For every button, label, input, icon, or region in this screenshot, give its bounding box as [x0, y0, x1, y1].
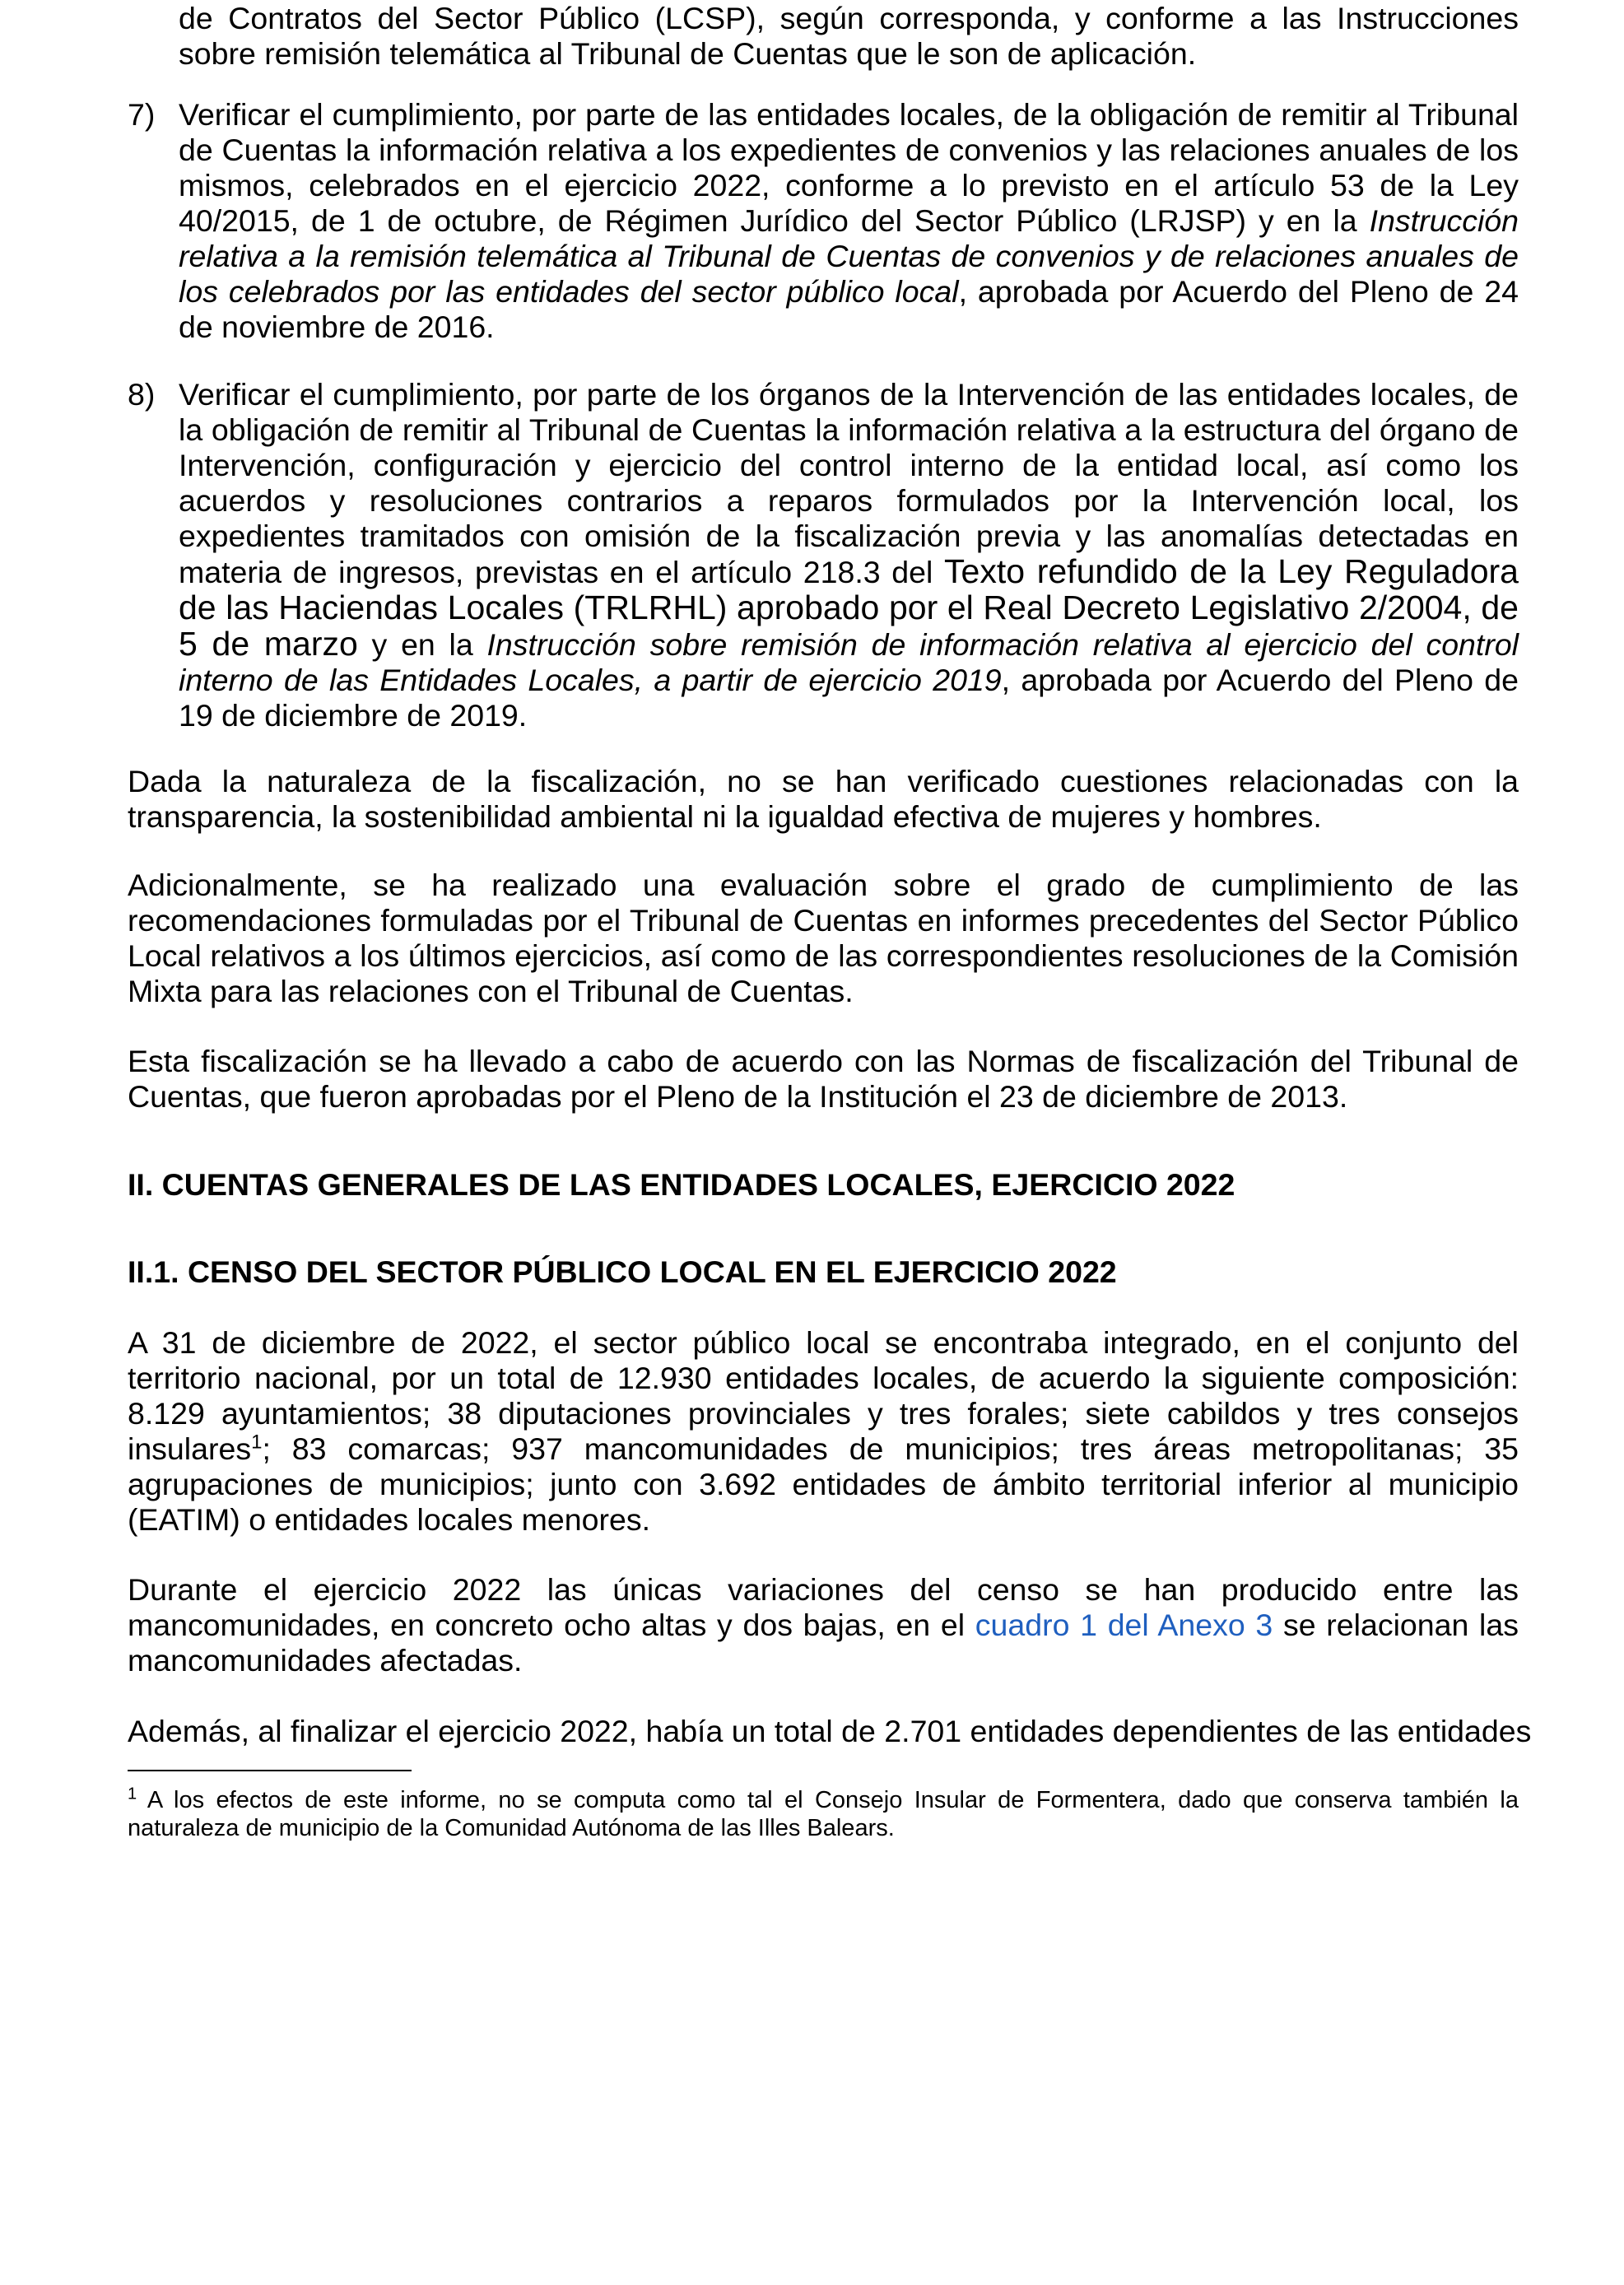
paragraph-variations [128, 1572, 1519, 1678]
paragraph-census [128, 1325, 1519, 1538]
footnote-text: A los efectos de este informe, no se computa como tal el Consejo Insular de Formentera, dado que conserva también la naturaleza de municipio de la Comunidad Autónoma de las Illes Balears. [128, 1787, 1519, 1841]
item-text-end: , aprobada por Acuerdo del Pleno de 24 de noviembre de 2016. [179, 274, 1519, 344]
census-text-end: ; 83 comarcas; 937 mancomunidades de municipios; tres áreas metropolitanas; 35 agrupaciones de municipios; junto con 3.692 entidades de ámbito territorial inferior al municipio (EATIM) o entidades locales menores. [128, 1431, 1519, 1537]
item-italic-title: Instrucción relativa a la remisión telemática al Tribunal de Cuentas de convenios y de relaciones anuales de los celebrados por las entidades del sector público local [179, 203, 1519, 309]
item-text: Verificar el cumplimiento, por parte de las entidades locales, de la obligación de remitir al Tribunal de Cuentas la información relativa a los expedientes de convenios y las relaciones anuales de los mismos, celebrados en el ejercicio 2022, conforme a lo previsto en el artículo 53 de la Ley 40/2015, de 1 de octubre, de Régimen Jurídico del Sector Público (LRJSP) y en la [179, 97, 1519, 238]
item-law-title: Texto refundido de la Ley Reguladora de las Haciendas Locales (TRLRHL) aprobado por el Real Decreto Legislativo 2/2004, de 5 de marzo [179, 552, 1519, 663]
item-text-mid: y en la [357, 627, 487, 662]
list-item-7 [128, 97, 1519, 345]
paragraph-scope: Dada la naturaleza de la fiscalización, no se han verificado cuestiones relacionadas con la transparencia, la sostenibilidad ambiental ni la igualdad efectiva de mujeres y hombres. [128, 764, 1519, 834]
variations-text-end: se relacionan las mancomunidades afectadas. [128, 1608, 1519, 1678]
paragraph-standards: Esta fiscalización se ha llevado a cabo de acuerdo con las Normas de fiscalización del Tribunal de Cuentas, que fueron aprobadas por el Pleno de la Institución el 23 de diciembre de 2013. [128, 1044, 1519, 1114]
footnote-number: 1 [128, 1785, 137, 1803]
footnote [128, 1786, 1519, 1842]
continuation-paragraph: de Contratos del Sector Público (LCSP), según corresponda, y conforme a las Instrucciones sobre remisión telemática al Tribunal de Cuentas que le son de aplicación. [179, 1, 1519, 71]
variations-text: Durante el ejercicio 2022 las únicas variaciones del censo se han producido entre las mancomunidades, en concreto ocho altas y dos bajas, en el [128, 1572, 1519, 1642]
footnote-reference[interactable]: 1 [251, 1431, 263, 1454]
item-number: 8) [128, 377, 156, 412]
item-text-end: , aprobada por Acuerdo del Pleno de 19 de diciembre de 2019. [179, 663, 1519, 733]
paragraph-recommendations: Adicionalmente, se ha realizado una evaluación sobre el grado de cumplimiento de las recomendaciones formuladas por el Tribunal de Cuentas en informes precedentes del Sector Público Local relativos a los últimos ejercicios, así como de las correspondientes resoluciones de la Comisión Mixta para las relaciones con el Tribunal de Cuentas. [128, 868, 1519, 1008]
census-text: A 31 de diciembre de 2022, el sector público local se encontraba integrado, en el conjunto del territorio nacional, por un total de 12.930 entidades locales, de acuerdo la siguiente composición: 8.129 ayuntamientos; 38 diputaciones provinciales y tres forales; siete cabildos y tres consejos insulares [128, 1325, 1519, 1466]
footnote-separator [128, 1770, 412, 1771]
subsection-heading: II.1. CENSO DEL SECTOR PÚBLICO LOCAL EN EL EJERCICIO 2022 [128, 1254, 1117, 1289]
section-heading: II. CUENTAS GENERALES DE LAS ENTIDADES LOCALES, EJERCICIO 2022 [128, 1167, 1235, 1202]
annex-link[interactable]: cuadro 1 del Anexo 3 [975, 1608, 1273, 1642]
paragraph-dependents: Además, al finalizar el ejercicio 2022, había un total de 2.701 entidades dependientes de las entidades [128, 1714, 1532, 1748]
item-text: Verificar el cumplimiento, por parte de los órganos de la Intervención de las entidades locales, de la obligación de remitir al Tribunal de Cuentas la información relativa a la estructura del órgano de Intervención, configuración y ejercicio del control interno de la entidad local, así como los acuerdos y resoluciones contrarios a reparos formulados por la Intervención local, los expedientes tramitados con omisión de la fiscalización previa y las anomalías detectadas en materia de ingresos, previstas en el artículo 218.3 del [179, 377, 1519, 589]
item-number: 7) [128, 97, 156, 132]
list-item-8 [128, 377, 1519, 733]
item-italic-title: Instrucción sobre remisión de información relativa al ejercicio del control interno de las Entidades Locales, a partir de ejercicio 2019 [179, 627, 1519, 697]
